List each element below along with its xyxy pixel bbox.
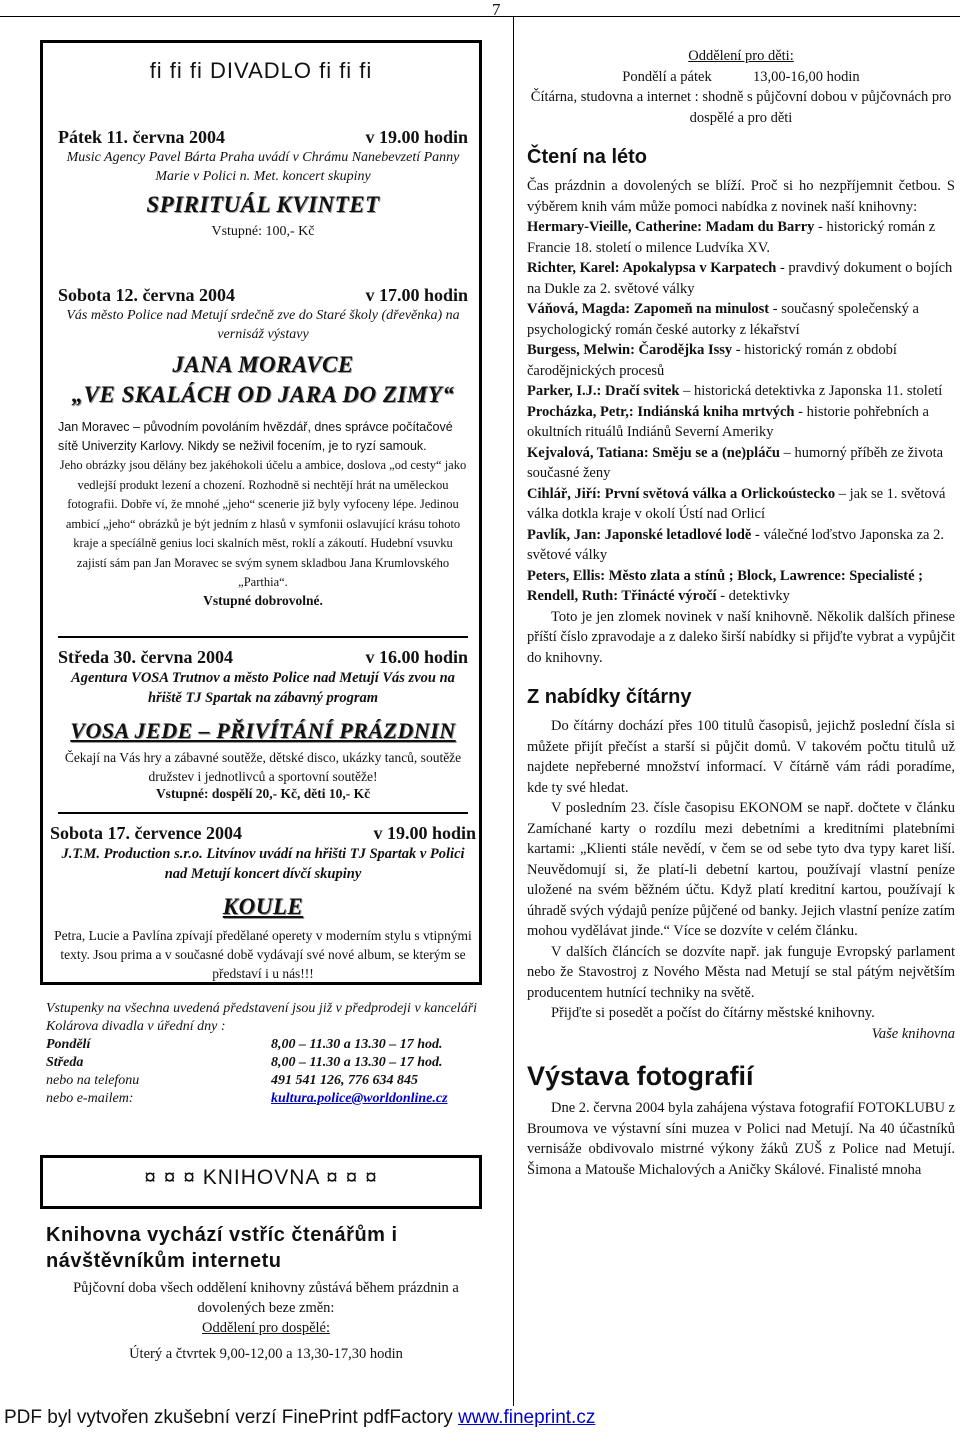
event-3-entry: Vstupné: dospělí 20,- Kč, děti 10,- Kč [155,786,371,801]
email-link[interactable]: kultura.police@worldonline.cz [271,1091,448,1106]
tickets-row-phone [46,1072,486,1090]
signature: Vaše knihovna [871,1025,955,1042]
exhibit-heading: Výstava fotografií [527,1061,754,1091]
event-4-desc: J.T.M. Production s.r.o. Litvínov uvádí na hřišti TJ Spartak v Polici nad Metují koncert dívčí skupiny [61,846,465,882]
event-3-desc: Agentura VOSA Trutnov a město Police nad Metují Vás zvou na hřiště TJ Spartak na zábavný program [71,670,455,706]
event-4-header [50,822,476,844]
top-rule [0,16,960,17]
dept-kids-label: Oddělení pro děti: [688,48,794,64]
citarna-p1: Do čítárny dochází přes 100 titulů časopisů, jejichž poslední čísla si můžete přijít přečíst a starší si půjčit domů. V takovém počtu titulů už najdete nepřeberné množství informací. V čítárně vám rádi poradíme, kde ty své hledat. [527,718,955,796]
event-3-header [58,646,468,668]
hours-kids-days: Pondělí a pátek [622,68,712,85]
book-item [527,299,955,340]
event-2-desc: Vás město Police nad Metují srdečně zve do Staré školy (dřevěnka) na vernisáž výstavy [66,308,460,342]
event-2-title-2: „VE SKALÁCH OD JARA DO ZIMY“ [71,382,455,407]
knihovna-text-block [46,1278,486,1364]
event-3 [58,646,468,802]
tickets-row-label: Pondělí [46,1037,91,1052]
tickets-row-label: Středa [46,1055,84,1070]
event-1-title: SPIRITUÁL KVINTET [146,192,380,217]
knihovna-text: Půjčovní doba všech oddělení knihovny zůstává během prázdnin a dovolených beze změn: [73,1280,459,1316]
book-author: Hermary-Vieille, Catherine: Madam du Barry [527,219,815,235]
summer-heading: Čtení na léto [527,146,648,168]
divider-rule [58,812,468,814]
event-1-date: Pátek 11. června 2004 [58,127,225,147]
page-number: 7 [492,0,501,19]
hours-adult: Úterý a čtvrtek 9,00-12,00 a 13,30-17,30 hodin [129,1346,403,1362]
phone-numbers: 491 541 126, 776 634 845 [271,1073,418,1088]
event-2-text-1: Jan Moravec – původním povoláním hvězdář, dnes správce počítačové sítě Univerzity Karlovy. Nikdy se neživil focením, je to ryzí samouk. [58,420,453,453]
book-item [527,340,955,381]
book-author: Parker, I.J.: Dračí svitek [527,383,680,399]
tickets-row-value: 8,00 – 11.30 a 13.30 – 17 hod. [271,1037,443,1052]
book-desc: - válečné loďstvo Japonska za 2. světové války [527,526,944,563]
book-author: Váňová, Magda: Zapomeň na minulost [527,301,770,317]
citarna-p4: Přijďte si posedět a počíst do čítárny městské knihovny. [551,1005,875,1021]
column-divider [513,16,514,1406]
event-2-entry: Vstupné dobrovolné. [203,592,323,608]
event-4 [50,822,476,983]
event-3-title: VOSA JEDE – PŘIVÍTÁNÍ PRÁZDNIN [70,718,456,743]
book-desc: – jak se 1. světová válka dotkla kraje v okolí Ústí nad Orlicí [527,485,946,522]
event-2-time: v 17.00 hodin [365,285,468,305]
book-desc: - historický román z období čarodějnických procesů [527,342,897,379]
event-2 [58,284,468,609]
event-1 [58,126,468,240]
divider-rule [58,636,468,638]
event-4-date: Sobota 17. července 2004 [50,823,242,843]
citarna-p3: V dalších článcích se dozvíte např. jak funguje Evropský parlament nebo že Stavostroj z Nového Města nad Metují se stal pátým největším producentem hutnící techniky na světě. [527,943,955,1001]
tickets-row-wednesday [46,1054,486,1072]
book-item [527,443,955,484]
book-author: Kejvalová, Tatiana: Směju se a (ne)pláču [527,444,780,461]
book-desc: - současný společenský a psychologický román české autorky z lékařství [527,301,919,338]
book-item [527,566,955,607]
event-3-time: v 16.00 hodin [365,647,468,667]
kids-note: Čítárna, studovna a internet : shodně s půjčovní dobou v půjčovnách pro dospělé a pro děti [530,89,952,126]
book-item [527,258,955,299]
book-desc: - pravdivý dokument o bojích na Dukle za 2. světové války [527,260,953,297]
book-author: Procházka, Petr,: Indiánská kniha mrtvých [527,403,795,420]
book-author: Richter, Karel: Apokalypsa v Karpatech [527,260,777,276]
exhibit-text: Dne 2. června 2004 byla zahájena výstava fotografií FOTOKLUBU z Broumova ve výstavní síni muzea v Polici nad Metují. Na 40 účastníků vernisáže obdivovalo mistrné výkony žáků ZUŠ z Police nad Metují. Šimona a Matouše Michalových a Aničky Skálové. Finalisté mnoha [527,1100,955,1178]
knihovna-banner: ¤ ¤ ¤ KNIHOVNA ¤ ¤ ¤ [144,1166,378,1189]
event-4-title: KOULE [222,894,304,919]
event-3-text: Čekají na Vás hry a zábavné soutěže, dětské disco, ukázky tanců, soutěže družstev i jednotlivců a sportovní soutěže! [64,750,462,784]
tickets-row-label: nebo na telefonu [46,1073,140,1088]
book-author: Pavlík, Jan: Japonské letadlové lodě [527,526,752,543]
hours-kids [527,67,955,88]
book-item [527,217,955,258]
event-1-time: v 19.00 hodin [365,127,468,147]
footer [4,1407,595,1429]
book-desc: - historický román z Francie 18. století o milence Ludvíka XV. [527,219,936,256]
book-author: Cihlář, Jiří: První světová válka a Orlickoústecko [527,485,836,502]
book-author: Burgess, Melwin: Čarodějka Issy [527,342,733,358]
hours-kids-time: 13,00-16,00 hodin [752,68,860,85]
event-1-entry: Vstupné: 100,- Kč [211,224,315,239]
tickets-info [46,1000,486,1108]
summer-outro: Toto je jen zlomek novinek v naší knihovně. Několik dalších přinese příští číslo zpravodaje a z daleko širší nabídky si přijďte vybrat a vypůjčit do knihovny. [527,608,955,666]
knihovna-heading: Knihovna vychází vstříc čtenářům i návštěvníkům internetu [46,1224,398,1272]
event-4-time: v 19.00 hodin [373,823,476,843]
event-3-date: Středa 30. června 2004 [58,647,233,667]
event-4-text: Petra, Lucie a Pavlína zpívají předělané operety v moderním stylu s vtipnými texty. Jsou prima a v současné době vydávají své nové album, se kterým se představí i u nás!!! [54,928,472,981]
event-2-title-1: JANA MORAVCE [172,352,354,377]
event-2-text-2: Jeho obrázky jsou dělány bez jakéhokoli účelu a ambice, doslova „od cesty“ jako vedlejší produkt lezení a chození. Rozhodně si nechtějí hrát na uměleckou fotografii. Dobře ví, že mnohé „jeho“ scenerie již byly vyfoceny lépe. Jedinou ambicí „jeho“ obrázků je být jedním z hlasů v symfonii oslavující krásu tohoto kraje a specíálně genius loci skalních měst, roklí a zákoutí. Hudební vsuvku zajistí sám pan Jan Moravec se svým synem skladbou Jana Krumlovského „Parthia“. [59,458,467,589]
tickets-row-label: nebo e-mailem: [46,1091,134,1106]
book-item [527,402,955,443]
right-column [527,46,955,1180]
book-desc: - detektivky [716,588,790,604]
book-list [527,217,955,607]
citarna-p2: V posledním 23. čísle časopisu EKONOM se např. dočtete v článku Zamíchané karty o rozdílu mezi debetními a kreditními platebními kartami: „Klienti stále nevědí, v čem se od sebe tyto dva typy karet liší. Neuvědomují si, že platí-li debetní kartou, používají vlastní peníze uložené na svém běžném účtu. Když platí kreditní kartou, používají k úhradě svých výdajů peníze půjčené od banky. Jejich vlastní peníze zatím mohou vydělávat jinde.“ Více se dozvíte v celém článku. [527,800,955,939]
book-desc: - historie pohřebních a okultních rituálů Indiánů Severní Ameriky [527,403,929,440]
footer-link[interactable]: www.fineprint.cz [458,1407,596,1428]
citarna-heading: Z nabídky čítárny [527,686,692,708]
event-2-date: Sobota 12. června 2004 [58,285,235,305]
event-2-header [58,284,468,306]
summer-intro: Čas prázdnin a dovolených se blíží. Proč si ho nezpříjemnit četbou. S výběrem knih vám může pomoci nabídka z novinek naší knihovny: [527,178,955,215]
book-item [527,484,955,525]
book-author: Peters, Ellis: Město zlata a stínů ; Block, Lawrence: Specialisté ; Rendell, Ruth: Třinácté výročí [527,567,923,604]
divadlo-banner: fi fi fi DIVADLO fi fi fi [149,58,373,83]
book-item [527,381,955,402]
tickets-intro: Vstupenky na všechna uvedená představení jsou již v předprodeji v kanceláři Kolárova divadla v úřední dny : [46,1001,478,1034]
book-desc: – historická detektivka z Japonska 11. století [679,383,943,399]
tickets-row-value: 8,00 – 11.30 a 13.30 – 17 hod. [271,1055,443,1070]
footer-text: PDF byl vytvořen zkušební verzí FinePrint pdfFactory [4,1407,459,1428]
book-item [527,525,955,566]
tickets-row-monday [46,1036,486,1054]
book-desc: – humorný příběh ze života současné ženy [527,444,944,481]
event-1-desc: Music Agency Pavel Bárta Praha uvádí v Chrámu Nanebevzetí Panny Marie v Polici n. Met. koncert skupiny [66,150,460,184]
dept-adult-label: Oddělení pro dospělé: [201,1320,331,1336]
tickets-row-email [46,1090,486,1108]
event-1-header [58,126,468,148]
